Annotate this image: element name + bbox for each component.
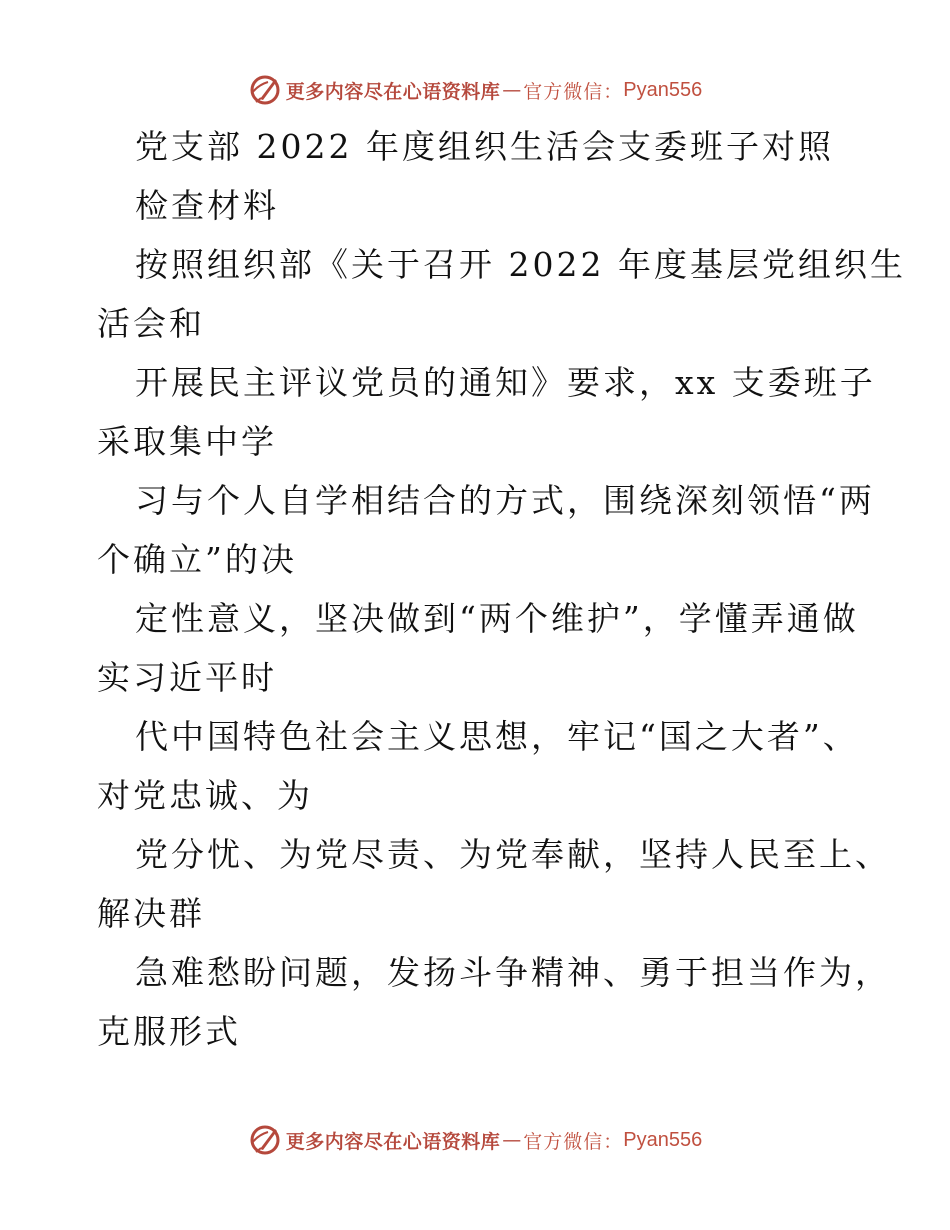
document-line: 党支部 2022 年度组织生活会支委班子对照 [135, 127, 834, 166]
document-line: 按照组织部《关于召开 2022 年度基层党组织生 [135, 245, 906, 284]
footer-slogan: 更多内容尽在心语资料库 [285, 1130, 501, 1153]
footer-dash: — [502, 1129, 522, 1151]
footer-official-label: 官方微信： [523, 1130, 624, 1153]
document-line: 开展民主评议党员的通知》要求，xx 支委班子 [135, 363, 876, 402]
document-line: 实习近平时 [97, 658, 277, 697]
footer-banner [0, 1120, 950, 1160]
document-line: 对党忠诚、为 [97, 776, 313, 815]
document-line: 解决群 [97, 894, 205, 933]
document-body [97, 117, 906, 1061]
document-line: 检查材料 [135, 186, 279, 225]
document-line: 习与个人自学相结合的方式，围绕深刻领悟“两 [135, 481, 875, 520]
quill-circle-logo-icon [248, 73, 282, 107]
document-line: 采取集中学 [97, 422, 277, 461]
document-line: 党分忧、为党尽责、为党奉献，坚持人民至上、 [135, 835, 891, 874]
document-line: 定性意义，坚决做到“两个维护”，学懂弄通做 [135, 599, 859, 638]
document-line: 克服形式 [97, 1012, 241, 1051]
header-banner [0, 70, 950, 110]
document-line: 活会和 [97, 304, 205, 343]
header-dash: — [502, 79, 522, 101]
quill-circle-logo-icon [248, 1123, 282, 1157]
header-official-label: 官方微信： [523, 80, 624, 103]
header-slogan: 更多内容尽在心语资料库 [285, 80, 501, 103]
document-line: 个确立”的决 [97, 540, 297, 579]
header-wechat-id: Pyan556 [623, 78, 703, 101]
document-line: 代中国特色社会主义思想，牢记“国之大者”、 [135, 717, 859, 756]
footer-wechat-id: Pyan556 [623, 1128, 703, 1151]
document-line: 急难愁盼问题，发扬斗争精神、勇于担当作为， [135, 953, 891, 992]
